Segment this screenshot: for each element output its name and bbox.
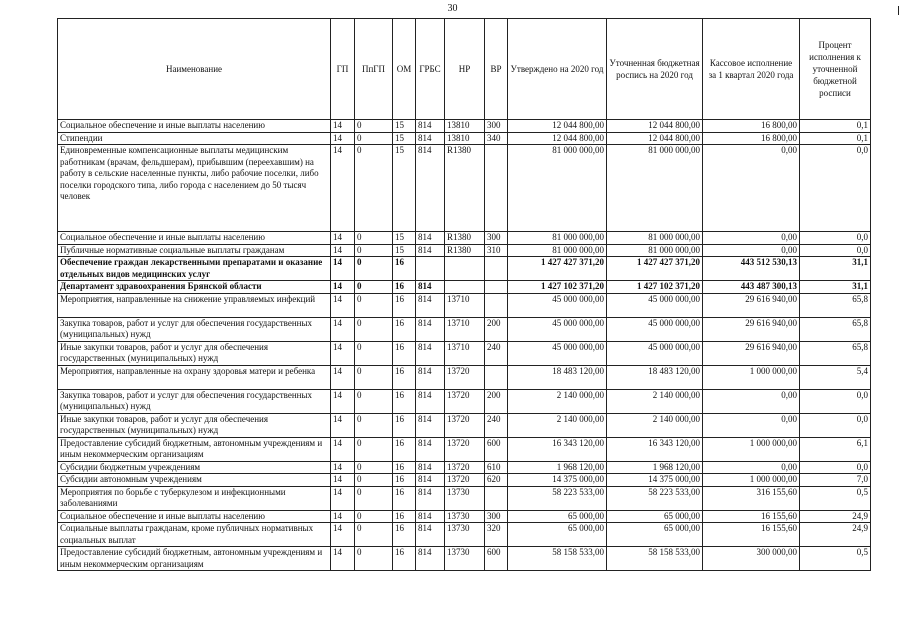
row-name-cell: Стипендии bbox=[58, 132, 331, 145]
row-cash-cell: 29 616 940,00 bbox=[703, 341, 800, 365]
row-name-cell: Единовременные компенсационные выплаты медицинским работникам (врачам, фельдшерам), прибывшим (переехавшим) на работу в сельские населенные пункты, либо рабочие поселки, либо поселки городского типа, либо города с населением до 50 тысяч человек bbox=[58, 145, 331, 232]
col-header-nr: НР bbox=[445, 19, 485, 120]
row-nr-cell: 13730 bbox=[445, 523, 485, 547]
row-gp-cell: 14 bbox=[331, 461, 355, 474]
row-nr-cell: 13810 bbox=[445, 120, 485, 133]
table-row bbox=[58, 232, 871, 245]
table-row bbox=[58, 341, 871, 365]
row-gp-cell: 14 bbox=[331, 257, 355, 281]
row-nr-cell: 13720 bbox=[445, 474, 485, 487]
row-refined-cell: 1 427 427 371,20 bbox=[607, 257, 703, 281]
table-row bbox=[58, 132, 871, 145]
row-gp-cell: 14 bbox=[331, 281, 355, 294]
row-refined-cell: 45 000 000,00 bbox=[607, 317, 703, 341]
row-name-cell: Мероприятия, направленные на охрану здоровья матери и ребенка bbox=[58, 365, 331, 389]
row-percent-cell: 0,0 bbox=[800, 244, 871, 257]
row-gp-cell: 14 bbox=[331, 523, 355, 547]
col-header-approved: Утверждено на 2020 год bbox=[508, 19, 607, 120]
row-percent-cell: 0,0 bbox=[800, 461, 871, 474]
col-header-ppgp: ПпГП bbox=[355, 19, 393, 120]
row-vr-cell: 610 bbox=[485, 461, 508, 474]
row-cash-cell: 443 487 300,13 bbox=[703, 281, 800, 294]
row-ppgp-cell: 0 bbox=[355, 232, 393, 245]
row-approved-cell: 45 000 000,00 bbox=[508, 293, 607, 317]
row-grbs-cell: 814 bbox=[416, 510, 445, 523]
row-approved-cell: 81 000 000,00 bbox=[508, 244, 607, 257]
row-gp-cell: 14 bbox=[331, 365, 355, 389]
row-name-cell: Департамент здравоохранения Брянской области bbox=[58, 281, 331, 294]
row-percent-cell: 65,8 bbox=[800, 293, 871, 317]
row-grbs-cell: 814 bbox=[416, 120, 445, 133]
row-om-cell: 16 bbox=[393, 461, 416, 474]
row-gp-cell: 14 bbox=[331, 413, 355, 437]
row-refined-cell: 12 044 800,00 bbox=[607, 132, 703, 145]
row-gp-cell: 14 bbox=[331, 437, 355, 461]
row-name-cell: Предоставление субсидий бюджетным, автономным учреждениям и иным некоммерческим организациям bbox=[58, 547, 331, 571]
row-vr-cell bbox=[485, 293, 508, 317]
row-grbs-cell bbox=[416, 257, 445, 281]
row-name-cell: Мероприятия, направленные на снижение управляемых инфекций bbox=[58, 293, 331, 317]
row-percent-cell: 24,9 bbox=[800, 510, 871, 523]
page-number: 30 bbox=[447, 3, 458, 14]
row-grbs-cell: 814 bbox=[416, 389, 445, 413]
row-om-cell: 16 bbox=[393, 365, 416, 389]
row-refined-cell: 81 000 000,00 bbox=[607, 145, 703, 232]
row-cash-cell: 16 155,60 bbox=[703, 523, 800, 547]
row-name-cell: Закупка товаров, работ и услуг для обеспечения государственных (муниципальных) нужд bbox=[58, 317, 331, 341]
row-gp-cell: 14 bbox=[331, 486, 355, 510]
row-refined-cell: 18 483 120,00 bbox=[607, 365, 703, 389]
row-ppgp-cell: 0 bbox=[355, 257, 393, 281]
row-gp-cell: 14 bbox=[331, 232, 355, 245]
row-cash-cell: 0,00 bbox=[703, 389, 800, 413]
row-om-cell: 16 bbox=[393, 257, 416, 281]
row-vr-cell: 300 bbox=[485, 120, 508, 133]
row-approved-cell: 12 044 800,00 bbox=[508, 132, 607, 145]
row-percent-cell: 0,1 bbox=[800, 132, 871, 145]
row-om-cell: 16 bbox=[393, 317, 416, 341]
row-name-cell: Предоставление субсидий бюджетным, автономным учреждениям и иным некоммерческим организациям bbox=[58, 437, 331, 461]
row-refined-cell: 45 000 000,00 bbox=[607, 293, 703, 317]
row-om-cell: 15 bbox=[393, 145, 416, 232]
row-nr-cell: 13810 bbox=[445, 132, 485, 145]
row-grbs-cell: 814 bbox=[416, 474, 445, 487]
row-ppgp-cell: 0 bbox=[355, 145, 393, 232]
row-om-cell: 16 bbox=[393, 523, 416, 547]
row-cash-cell: 16 800,00 bbox=[703, 120, 800, 133]
row-name-cell: Социальные выплаты гражданам, кроме публичных нормативных социальных выплат bbox=[58, 523, 331, 547]
row-percent-cell: 5,4 bbox=[800, 365, 871, 389]
row-gp-cell: 14 bbox=[331, 474, 355, 487]
row-vr-cell: 200 bbox=[485, 389, 508, 413]
row-ppgp-cell: 0 bbox=[355, 293, 393, 317]
row-grbs-cell: 814 bbox=[416, 341, 445, 365]
row-refined-cell: 65 000,00 bbox=[607, 510, 703, 523]
scan-edge-mark bbox=[898, 6, 899, 15]
row-om-cell: 16 bbox=[393, 547, 416, 571]
row-approved-cell: 45 000 000,00 bbox=[508, 341, 607, 365]
row-om-cell: 16 bbox=[393, 413, 416, 437]
row-nr-cell: 13720 bbox=[445, 389, 485, 413]
row-vr-cell: 620 bbox=[485, 474, 508, 487]
row-om-cell: 16 bbox=[393, 510, 416, 523]
row-refined-cell: 1 968 120,00 bbox=[607, 461, 703, 474]
row-ppgp-cell: 0 bbox=[355, 244, 393, 257]
table-row bbox=[58, 317, 871, 341]
row-approved-cell: 18 483 120,00 bbox=[508, 365, 607, 389]
table-header bbox=[58, 19, 871, 120]
row-approved-cell: 58 223 533,00 bbox=[508, 486, 607, 510]
row-refined-cell: 12 044 800,00 bbox=[607, 120, 703, 133]
row-vr-cell bbox=[485, 145, 508, 232]
row-gp-cell: 14 bbox=[331, 145, 355, 232]
table-row bbox=[58, 244, 871, 257]
table-row bbox=[58, 413, 871, 437]
row-cash-cell: 1 000 000,00 bbox=[703, 437, 800, 461]
row-approved-cell: 58 158 533,00 bbox=[508, 547, 607, 571]
table-row bbox=[58, 365, 871, 389]
col-header-name: Наименование bbox=[58, 19, 331, 120]
row-vr-cell: 310 bbox=[485, 244, 508, 257]
row-om-cell: 15 bbox=[393, 120, 416, 133]
row-gp-cell: 14 bbox=[331, 132, 355, 145]
row-refined-cell: 58 223 533,00 bbox=[607, 486, 703, 510]
row-ppgp-cell: 0 bbox=[355, 281, 393, 294]
row-cash-cell: 0,00 bbox=[703, 232, 800, 245]
table-body bbox=[58, 120, 871, 571]
row-percent-cell: 7,0 bbox=[800, 474, 871, 487]
row-gp-cell: 14 bbox=[331, 244, 355, 257]
row-cash-cell: 1 000 000,00 bbox=[703, 365, 800, 389]
row-nr-cell: R1380 bbox=[445, 145, 485, 232]
table-row bbox=[58, 145, 871, 232]
row-ppgp-cell: 0 bbox=[355, 120, 393, 133]
row-percent-cell: 0,0 bbox=[800, 413, 871, 437]
row-grbs-cell: 814 bbox=[416, 293, 445, 317]
row-cash-cell: 443 512 530,13 bbox=[703, 257, 800, 281]
row-percent-cell: 24,9 bbox=[800, 523, 871, 547]
row-name-cell: Социальное обеспечение и иные выплаты населению bbox=[58, 232, 331, 245]
row-percent-cell: 65,8 bbox=[800, 317, 871, 341]
row-name-cell: Мероприятия по борьбе с туберкулезом и инфекционными заболеваниями bbox=[58, 486, 331, 510]
row-om-cell: 16 bbox=[393, 341, 416, 365]
row-nr-cell: 13710 bbox=[445, 341, 485, 365]
row-gp-cell: 14 bbox=[331, 120, 355, 133]
row-om-cell: 16 bbox=[393, 474, 416, 487]
row-percent-cell: 0,0 bbox=[800, 145, 871, 232]
row-nr-cell: 13720 bbox=[445, 413, 485, 437]
row-percent-cell: 6,1 bbox=[800, 437, 871, 461]
row-percent-cell: 0,1 bbox=[800, 120, 871, 133]
row-om-cell: 16 bbox=[393, 281, 416, 294]
row-vr-cell: 240 bbox=[485, 413, 508, 437]
row-refined-cell: 58 158 533,00 bbox=[607, 547, 703, 571]
row-vr-cell: 200 bbox=[485, 317, 508, 341]
row-name-cell: Иные закупки товаров, работ и услуг для обеспечения государственных (муниципальных) нужд bbox=[58, 341, 331, 365]
budget-table bbox=[57, 18, 871, 571]
row-cash-cell: 316 155,60 bbox=[703, 486, 800, 510]
row-grbs-cell: 814 bbox=[416, 317, 445, 341]
row-vr-cell: 600 bbox=[485, 547, 508, 571]
row-grbs-cell: 814 bbox=[416, 413, 445, 437]
row-cash-cell: 300 000,00 bbox=[703, 547, 800, 571]
row-om-cell: 16 bbox=[393, 293, 416, 317]
row-vr-cell: 600 bbox=[485, 437, 508, 461]
row-gp-cell: 14 bbox=[331, 341, 355, 365]
row-ppgp-cell: 0 bbox=[355, 317, 393, 341]
row-om-cell: 16 bbox=[393, 437, 416, 461]
table-row bbox=[58, 281, 871, 294]
row-vr-cell: 320 bbox=[485, 523, 508, 547]
row-cash-cell: 0,00 bbox=[703, 244, 800, 257]
row-cash-cell: 29 616 940,00 bbox=[703, 293, 800, 317]
row-approved-cell: 14 375 000,00 bbox=[508, 474, 607, 487]
row-cash-cell: 0,00 bbox=[703, 145, 800, 232]
row-ppgp-cell: 0 bbox=[355, 461, 393, 474]
row-percent-cell: 65,8 bbox=[800, 341, 871, 365]
row-percent-cell: 0,0 bbox=[800, 232, 871, 245]
row-om-cell: 15 bbox=[393, 232, 416, 245]
row-refined-cell: 2 140 000,00 bbox=[607, 389, 703, 413]
row-refined-cell: 2 140 000,00 bbox=[607, 413, 703, 437]
row-vr-cell bbox=[485, 365, 508, 389]
row-cash-cell: 0,00 bbox=[703, 413, 800, 437]
row-ppgp-cell: 0 bbox=[355, 510, 393, 523]
row-nr-cell: 13710 bbox=[445, 293, 485, 317]
col-header-grbs: ГРБС bbox=[416, 19, 445, 120]
row-ppgp-cell: 0 bbox=[355, 437, 393, 461]
row-percent-cell: 31,1 bbox=[800, 257, 871, 281]
row-grbs-cell: 814 bbox=[416, 437, 445, 461]
row-grbs-cell: 814 bbox=[416, 365, 445, 389]
row-grbs-cell: 814 bbox=[416, 461, 445, 474]
row-approved-cell: 2 140 000,00 bbox=[508, 389, 607, 413]
row-om-cell: 16 bbox=[393, 486, 416, 510]
row-cash-cell: 29 616 940,00 bbox=[703, 317, 800, 341]
row-percent-cell: 0,5 bbox=[800, 547, 871, 571]
row-refined-cell: 16 343 120,00 bbox=[607, 437, 703, 461]
row-nr-cell bbox=[445, 281, 485, 294]
row-refined-cell: 45 000 000,00 bbox=[607, 341, 703, 365]
table-row bbox=[58, 486, 871, 510]
row-name-cell: Иные закупки товаров, работ и услуг для обеспечения государственных (муниципальных) нужд bbox=[58, 413, 331, 437]
row-gp-cell: 14 bbox=[331, 547, 355, 571]
col-header-vr: ВР bbox=[485, 19, 508, 120]
row-refined-cell: 81 000 000,00 bbox=[607, 232, 703, 245]
row-vr-cell bbox=[485, 281, 508, 294]
row-vr-cell: 300 bbox=[485, 232, 508, 245]
row-gp-cell: 14 bbox=[331, 389, 355, 413]
row-om-cell: 16 bbox=[393, 389, 416, 413]
row-gp-cell: 14 bbox=[331, 317, 355, 341]
row-grbs-cell: 814 bbox=[416, 547, 445, 571]
row-vr-cell bbox=[485, 257, 508, 281]
row-grbs-cell: 814 bbox=[416, 145, 445, 232]
row-grbs-cell: 814 bbox=[416, 232, 445, 245]
table-row bbox=[58, 437, 871, 461]
col-header-percent: Процент исполнения к уточненной бюджетной росписи bbox=[800, 19, 871, 120]
row-nr-cell: R1380 bbox=[445, 244, 485, 257]
table-row bbox=[58, 257, 871, 281]
row-om-cell: 15 bbox=[393, 244, 416, 257]
table-row bbox=[58, 474, 871, 487]
row-name-cell: Субсидии автономным учреждениям bbox=[58, 474, 331, 487]
col-header-refined: Уточненная бюджетная роспись на 2020 год bbox=[607, 19, 703, 120]
row-approved-cell: 45 000 000,00 bbox=[508, 317, 607, 341]
row-percent-cell: 31,1 bbox=[800, 281, 871, 294]
row-vr-cell: 340 bbox=[485, 132, 508, 145]
table-row bbox=[58, 523, 871, 547]
row-nr-cell: 13730 bbox=[445, 510, 485, 523]
row-nr-cell: 13730 bbox=[445, 547, 485, 571]
row-vr-cell bbox=[485, 486, 508, 510]
row-approved-cell: 1 968 120,00 bbox=[508, 461, 607, 474]
row-refined-cell: 81 000 000,00 bbox=[607, 244, 703, 257]
row-ppgp-cell: 0 bbox=[355, 486, 393, 510]
row-gp-cell: 14 bbox=[331, 293, 355, 317]
row-approved-cell: 2 140 000,00 bbox=[508, 413, 607, 437]
row-name-cell: Субсидии бюджетным учреждениям bbox=[58, 461, 331, 474]
table-row bbox=[58, 389, 871, 413]
table-row bbox=[58, 461, 871, 474]
row-name-cell: Обеспечение граждан лекарственными препаратами и оказание отдельных видов медицинских услуг bbox=[58, 257, 331, 281]
row-approved-cell: 81 000 000,00 bbox=[508, 145, 607, 232]
row-approved-cell: 16 343 120,00 bbox=[508, 437, 607, 461]
row-cash-cell: 16 800,00 bbox=[703, 132, 800, 145]
row-approved-cell: 81 000 000,00 bbox=[508, 232, 607, 245]
row-percent-cell: 0,0 bbox=[800, 389, 871, 413]
row-ppgp-cell: 0 bbox=[355, 341, 393, 365]
row-ppgp-cell: 0 bbox=[355, 547, 393, 571]
row-name-cell: Закупка товаров, работ и услуг для обеспечения государственных (муниципальных) нужд bbox=[58, 389, 331, 413]
row-name-cell: Социальное обеспечение и иные выплаты населению bbox=[58, 120, 331, 133]
row-nr-cell: 13730 bbox=[445, 486, 485, 510]
row-nr-cell: 13710 bbox=[445, 317, 485, 341]
row-percent-cell: 0,5 bbox=[800, 486, 871, 510]
row-grbs-cell: 814 bbox=[416, 281, 445, 294]
row-approved-cell: 65 000,00 bbox=[508, 523, 607, 547]
row-cash-cell: 1 000 000,00 bbox=[703, 474, 800, 487]
row-approved-cell: 1 427 102 371,20 bbox=[508, 281, 607, 294]
row-refined-cell: 1 427 102 371,20 bbox=[607, 281, 703, 294]
row-refined-cell: 65 000,00 bbox=[607, 523, 703, 547]
row-nr-cell: 13720 bbox=[445, 365, 485, 389]
row-approved-cell: 65 000,00 bbox=[508, 510, 607, 523]
row-om-cell: 15 bbox=[393, 132, 416, 145]
col-header-gp: ГП bbox=[331, 19, 355, 120]
row-grbs-cell: 814 bbox=[416, 132, 445, 145]
row-name-cell: Публичные нормативные социальные выплаты гражданам bbox=[58, 244, 331, 257]
col-header-om: ОМ bbox=[393, 19, 416, 120]
row-ppgp-cell: 0 bbox=[355, 474, 393, 487]
table-row bbox=[58, 510, 871, 523]
row-refined-cell: 14 375 000,00 bbox=[607, 474, 703, 487]
col-header-cash: Кассовое исполнение за 1 квартал 2020 года bbox=[703, 19, 800, 120]
row-vr-cell: 240 bbox=[485, 341, 508, 365]
table-row bbox=[58, 293, 871, 317]
table-row bbox=[58, 547, 871, 571]
row-name-cell: Социальное обеспечение и иные выплаты населению bbox=[58, 510, 331, 523]
row-ppgp-cell: 0 bbox=[355, 413, 393, 437]
row-nr-cell: 13720 bbox=[445, 437, 485, 461]
row-gp-cell: 14 bbox=[331, 510, 355, 523]
row-vr-cell: 300 bbox=[485, 510, 508, 523]
row-grbs-cell: 814 bbox=[416, 486, 445, 510]
row-cash-cell: 0,00 bbox=[703, 461, 800, 474]
row-ppgp-cell: 0 bbox=[355, 523, 393, 547]
table-row bbox=[58, 120, 871, 133]
row-approved-cell: 12 044 800,00 bbox=[508, 120, 607, 133]
row-nr-cell: R1380 bbox=[445, 232, 485, 245]
row-grbs-cell: 814 bbox=[416, 244, 445, 257]
row-nr-cell: 13720 bbox=[445, 461, 485, 474]
row-ppgp-cell: 0 bbox=[355, 365, 393, 389]
row-nr-cell bbox=[445, 257, 485, 281]
row-grbs-cell: 814 bbox=[416, 523, 445, 547]
row-ppgp-cell: 0 bbox=[355, 132, 393, 145]
row-approved-cell: 1 427 427 371,20 bbox=[508, 257, 607, 281]
row-ppgp-cell: 0 bbox=[355, 389, 393, 413]
row-cash-cell: 16 155,60 bbox=[703, 510, 800, 523]
